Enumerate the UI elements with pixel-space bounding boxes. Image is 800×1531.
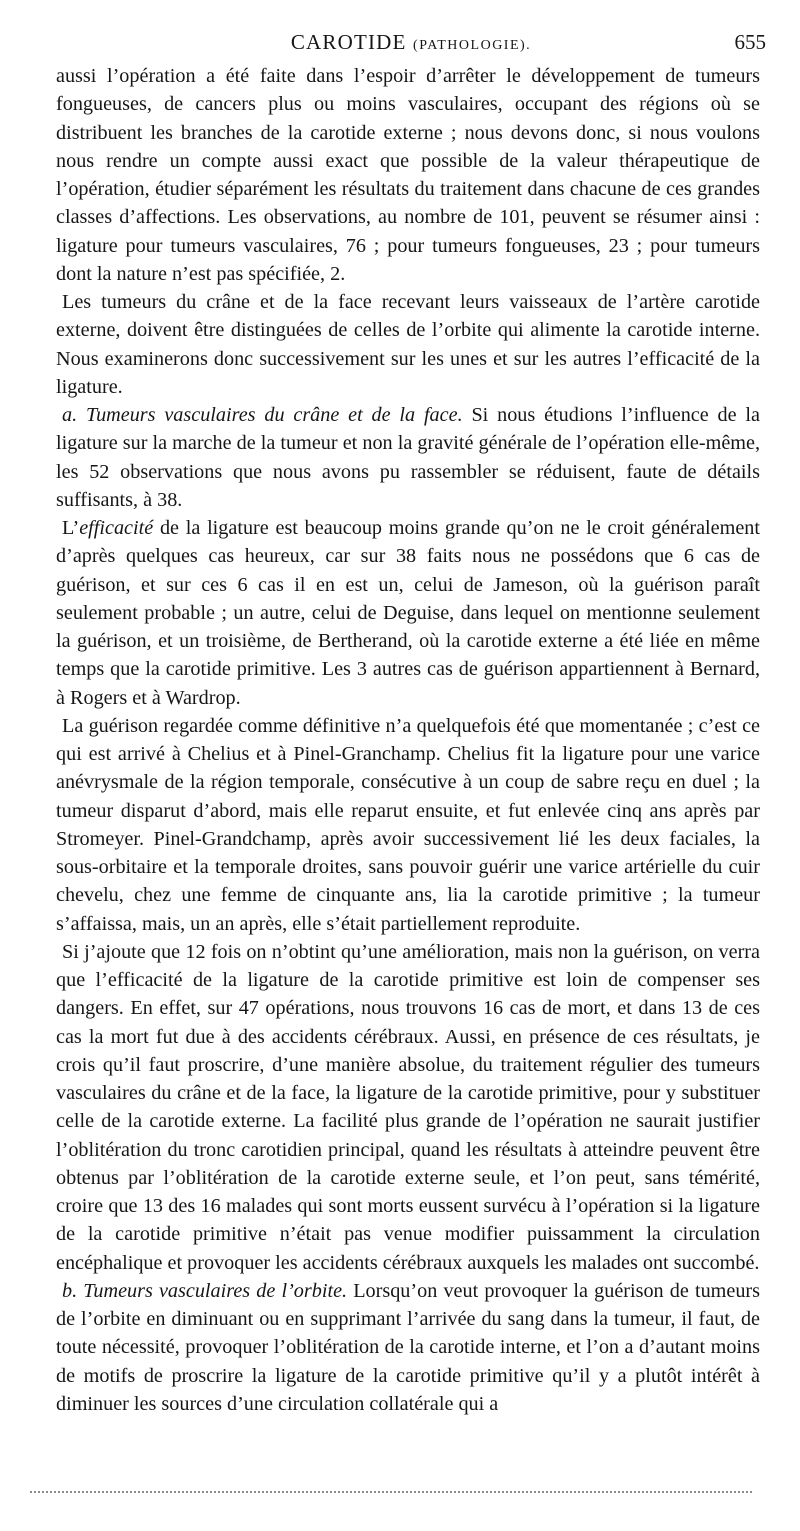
- section-paragraph: [56, 401, 760, 514]
- bottom-dotted-rule: [30, 1491, 752, 1493]
- paragraph-text: Lorsqu’on veut provoquer la guérison de tumeurs de l’orbite en diminuant ou en supprimant l’arrivée du sang dans la tumeur, il faut, de toute nécessité, provoquer l’oblitération de la carotide interne, et l’on a d’autant moins de motifs de proscrire la ligature de la carotide primitive qu’il y a plutôt intérêt à diminuer les sources d’une circulation collatérale qui a: [56, 1279, 761, 1415]
- paragraph-lead: L’: [62, 517, 80, 539]
- running-header: [56, 24, 766, 58]
- header-title: CAROTIDE: [290, 30, 407, 54]
- paragraph-text: La guérison regardée comme définitive n’a quelquefois été que momentanée ; c’est ce qui est arrivé à Chelius et à Pinel-Granchamp. Chelius fit la ligature pour une varice anévrysmale de la région temporale, consécutive à un coup de sabre reçu en duel ; la tumeur disparut d’abord, mais elle reparut ensuite, et fut enlevée cinq ans après par Stromeyer. Pinel-Grandchamp, après avoir successivement lié les deux faciales, la sous-orbitaire et la temporale droites, sans pouvoir guérir une varice artérielle du cuir chevelu, chez une femme de cinquante ans, lia la carotide primitive ; la tumeur s’affaissa, mais, un an après, elle s’était partiellement reproduite.: [56, 714, 760, 935]
- paragraph: [56, 712, 760, 938]
- paragraph: [56, 62, 760, 288]
- paragraph: [56, 288, 760, 401]
- section-paragraph: [56, 1277, 760, 1418]
- paragraph-text: Les tumeurs du crâne et de la face recevant leurs vaisseaux de l’artère carotide externe, doivent être distinguées de celles de l’orbite qui alimente la carotide interne. Nous examinerons donc successivement sur les unes et sur les autres l’efficacité de la ligature.: [56, 291, 760, 398]
- paragraph-text: Si nous étudions l’influence de la ligature sur la marche de la tumeur et non la gravité générale de l’opération elle-même, les 52 observations que nous avons pu rassembler se réduisent, faute de détails suffisants, à 38.: [56, 404, 760, 511]
- paragraph-text: Si j’ajoute que 12 fois on n’obtint qu’une amélioration, mais non la guérison, on verra que l’efficacité de la ligature de la carotide primitive est loin de compenser ses dangers. En effet, sur 47 opérations, nous trouvons 16 cas de mort, et dans 13 de ces cas la mort fut due à des accidents cérébraux. Aussi, en présence de ces résultats, je crois qu’il faut proscrire, d’une manière absolue, du traitement régulier des tumeurs vasculaires du crâne et de la face, la ligature de la carotide primitive, pour y substituer celle de la carotide externe. La facilité plus grande de l’opération ne saurait justifier l’oblitération du tronc carotidien principal, quand les résultats à atteindre peuvent être obtenus par l’oblitération de la carotide externe seule, et l’on peut, sans témérité, croire que 13 des 16 malades qui sont morts eussent survécu à l’opération si la ligature de la carotide primitive n’était pas venue modifier puissamment la circulation encéphalique et provoquer les accidents cérébraux auxquels les malades ont succombé.: [56, 940, 760, 1274]
- paragraph-text: aussi l’opération a été faite dans l’espoir d’arrêter le développement de tumeurs fongueuses, de cancers plus ou moins vasculaires, occupant des régions où se distribuent les branches de la carotide externe ; nous devons donc, si nous voulons nous rendre un compte aussi exact que possible de la valeur thérapeutique de l’opération, étudier séparément les résultats du traitement dans chacune de ces grandes classes d’affections. Les observations, au nombre de 101, peuvent se résumer ainsi : ligature pour tumeurs vasculaires, 76 ; pour tumeurs fongueuses, 23 ; pour tumeurs dont la nature n’est pas spécifiée, 2.: [56, 65, 760, 285]
- section-label: b.: [62, 1279, 78, 1302]
- running-title: [56, 30, 766, 55]
- header-subtitle: (PATHOLOGIE).: [413, 38, 532, 53]
- paragraph: [56, 514, 760, 712]
- paragraph-text: de la ligature est beaucoup moins grande qu’on ne le croit généralement d’après quelques cas heureux, car sur 38 faits nous ne possédons que 6 cas de guérison, et sur ces 6 cas il en est un, celui de Jameson, où la guérison paraît seulement probable ; un autre, celui de Deguise, dans lequel on mentionne seulement la guérison, et un troisième, de Bertherand, où la carotide externe a été liée en même temps que la carotide primitive. Les 3 autres cas de guérison appartiennent à Bernard, à Rogers et à Wardrop.: [56, 517, 760, 709]
- section-label: a.: [62, 404, 78, 426]
- section-heading: Tumeurs vasculaires du crâne et de la face.: [85, 404, 463, 426]
- emphasis-text: efficacité: [79, 517, 154, 539]
- paragraph: [56, 938, 760, 1277]
- body-text: [56, 62, 760, 1418]
- page-number: 655: [734, 30, 766, 54]
- section-heading: Tumeurs vasculaires de l’orbite.: [83, 1279, 348, 1302]
